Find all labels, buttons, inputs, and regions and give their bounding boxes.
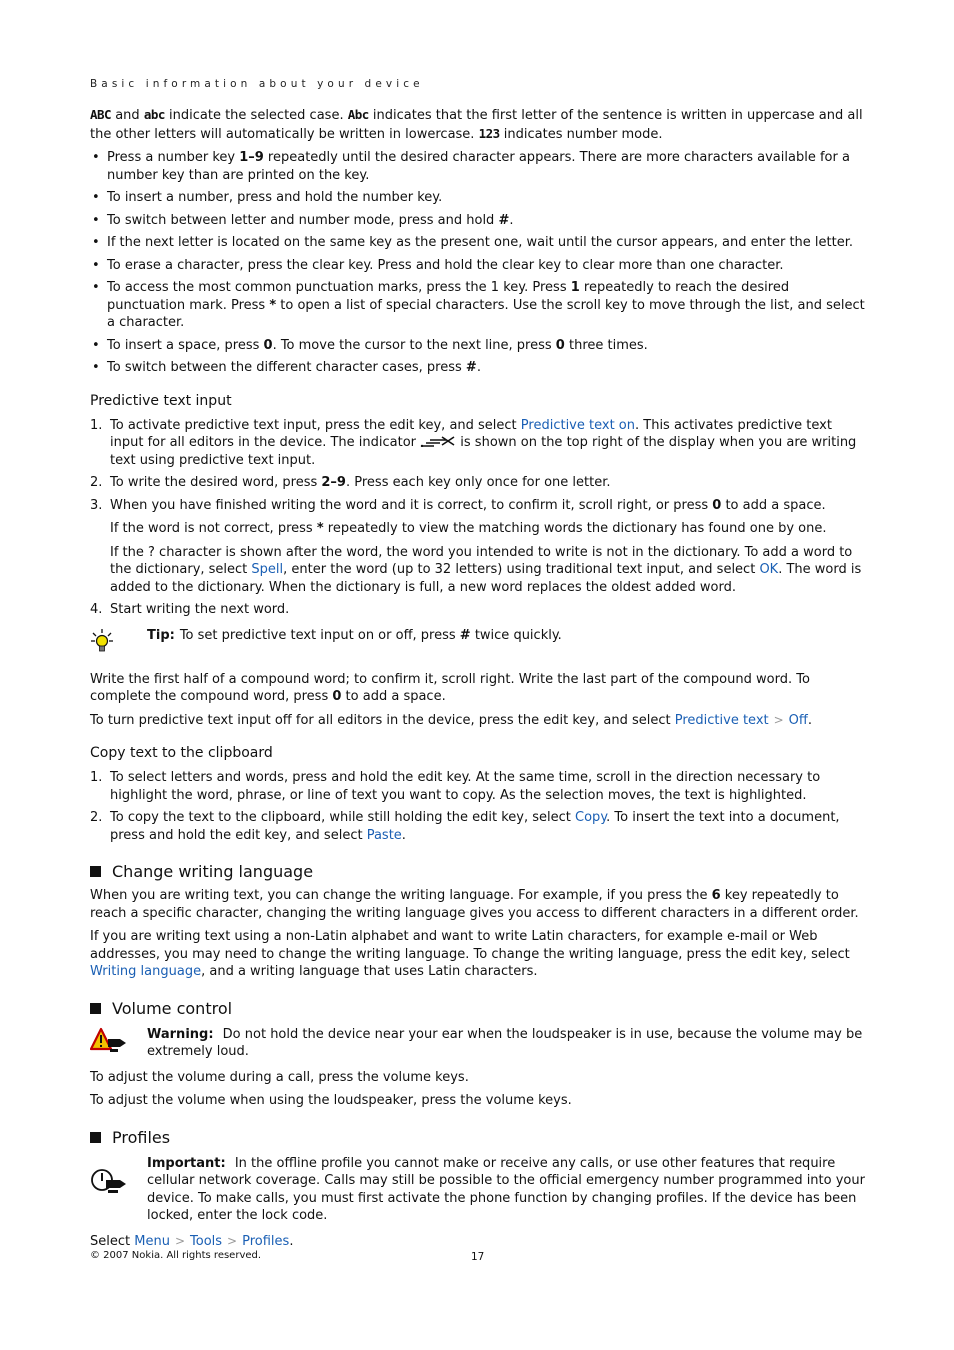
page-content <box>90 78 866 1256</box>
chevron-right-icon: > <box>773 712 784 727</box>
clipboard-steps <box>90 769 866 844</box>
predictive-steps <box>90 417 866 619</box>
list-item: • To switch between the different character cases, press #. <box>90 359 866 377</box>
list-item: • If the next letter is located on the same key as the present one, wait until the cursor appears, and enter the letter. <box>90 234 866 252</box>
predictive-text-on-link[interactable]: Predictive text on <box>520 417 635 433</box>
section-square-icon <box>90 1003 101 1014</box>
list-item: 2. To copy the text to the clipboard, while still holding the edit key, select Copy. To insert the text into a document, press and hold the edit key, and select Paste. <box>90 810 840 843</box>
profiles-path: Select Menu > Tools > Profiles. <box>90 1233 294 1249</box>
list-item: • To switch between letter and number mode, press and hold #. <box>90 212 866 230</box>
copyright: © 2007 Nokia. All rights reserved. <box>90 1250 262 1261</box>
section-square-icon <box>90 1132 101 1143</box>
page-number: 17 <box>471 1251 485 1263</box>
list-item: 3. When you have finished writing the word and it is correct, to confirm it, scroll right, or press 0 to add a space. If the word is not correct, press * repeatedly to view the matching words the dictionary has found one by one. If the ? character is shown after the word, the word you intended to write is not in the dictionary. To add a word to the dictionary, select Spell, enter the word (up to 32 letters) using traditional text input, and select OK. The word is added to the dictionary. When the dictionary is full, a new word replaces the oldest added word. <box>90 497 862 595</box>
tip-note: Tip: To set predictive text input on or off, press # twice quickly. <box>90 627 866 657</box>
menu-link[interactable]: Menu <box>134 1233 170 1249</box>
running-header: Basic information about your device <box>90 78 424 90</box>
list-item: 4. Start writing the next word. <box>90 602 290 617</box>
language-paragraph-2: If you are writing text using a non-Latin alphabet and want to write Latin characters, for example e-mail or Web addresses, you may need to change the writing language. To change the writing language, press the edit key, select Writing language, and a writing language that uses Latin characters. <box>90 929 850 979</box>
predictive-text-link[interactable]: Predictive text <box>674 712 769 728</box>
input-tips-list <box>90 149 866 377</box>
profiles-link[interactable]: Profiles <box>242 1233 290 1249</box>
section-square-icon <box>90 866 101 877</box>
chevron-right-icon: > <box>174 1233 186 1248</box>
writing-language-link[interactable]: Writing language <box>90 964 202 979</box>
lightbulb-icon <box>90 627 130 657</box>
list-item: • Press a number key 1–9 repeatedly until the desired character appears. There are more characters available for a number key than are printed on the key. <box>90 149 866 184</box>
case-indicator-number: 123 <box>478 125 500 141</box>
list-item: 2. To write the desired word, press 2–9. Press each key only once for one letter. <box>90 475 611 490</box>
clipboard-heading: Copy text to the clipboard <box>90 745 273 761</box>
paste-link[interactable]: Paste <box>366 827 402 843</box>
list-item: • To insert a number, press and hold the number key. <box>90 189 866 207</box>
language-paragraph-1: When you are writing text, you can change the writing language. For example, if you press the 6 key repeatedly to reach a specific character, changing the writing language gives you access to different characters in a different order. <box>90 888 859 921</box>
important-note: Important: In the offline profile you cannot make or receive any calls, or use other features that require cellular network coverage. Calls may still be possible to the official emergency number programmed into your device. To make calls, you must first activate the phone function by changing profiles. If the device has been locked, enter the lock code. <box>90 1155 866 1225</box>
predictive-off-paragraph: To turn predictive text input off for all editors in the device, press the edit key, and select Predictive text > Off. <box>90 712 813 728</box>
case-indicator-lower: abc <box>143 107 165 122</box>
predictive-text-indicator-icon <box>420 435 456 447</box>
list-item: 1. To activate predictive text input, press the edit key, and select Predictive text on. This activates predictive text input for all editors in the device. The indicator is shown on the top right of the display when you are writing text using predictive text input. <box>90 417 857 468</box>
copy-link[interactable]: Copy <box>575 810 607 825</box>
ok-link[interactable]: OK <box>759 562 779 577</box>
page-footer <box>90 1250 866 1261</box>
case-indicator-sentence: Abc <box>347 107 369 122</box>
important-hand-icon <box>90 1167 130 1197</box>
volume-paragraph-2: To adjust the volume when using the loudspeaker, press the volume keys. <box>90 1093 572 1108</box>
warning-note: Warning: Do not hold the device near your ear when the loudspeaker is in use, because the volume may be extremely loud. <box>90 1026 866 1061</box>
chevron-right-icon: > <box>227 1233 238 1248</box>
case-indicator-upper: ABC <box>90 107 112 122</box>
intro-paragraph: ABC and abc indicate the selected case. Abc indicates that the first letter of the sentence is written in uppercase and all the other letters will automatically be written in lowercase. 123 indicates number mode. <box>90 107 863 142</box>
compound-word-paragraph: Write the first half of a compound word; to confirm it, scroll right. Write the last part of the compound word. To complete the compound word, press 0 to add a space. <box>90 671 810 704</box>
tools-link[interactable]: Tools <box>190 1233 223 1249</box>
list-item: • To access the most common punctuation marks, press the 1 key. Press 1 repeatedly to reach the desired punctuation mark. Press * to open a list of special characters. Use the scroll key to move through the list, and select a character. <box>90 279 866 332</box>
off-link[interactable]: Off <box>788 712 808 728</box>
warning-hand-icon <box>90 1026 130 1056</box>
profiles-heading: Profiles <box>90 1128 866 1147</box>
volume-heading: Volume control <box>90 999 866 1018</box>
spell-link[interactable]: Spell <box>251 562 284 577</box>
list-item: • To insert a space, press 0. To move the cursor to the next line, press 0 three times. <box>90 337 866 355</box>
list-item: • To erase a character, press the clear key. Press and hold the clear key to clear more than one character. <box>90 257 866 275</box>
language-heading: Change writing language <box>90 862 866 881</box>
list-item: 1. To select letters and words, press and hold the edit key. At the same time, scroll in the direction necessary to highlight the word, phrase, or line of text you want to copy. As the selection moves, the text is highlighted. <box>90 770 821 803</box>
volume-paragraph-1: To adjust the volume during a call, press the volume keys. <box>90 1069 469 1085</box>
predictive-heading: Predictive text input <box>90 392 232 409</box>
